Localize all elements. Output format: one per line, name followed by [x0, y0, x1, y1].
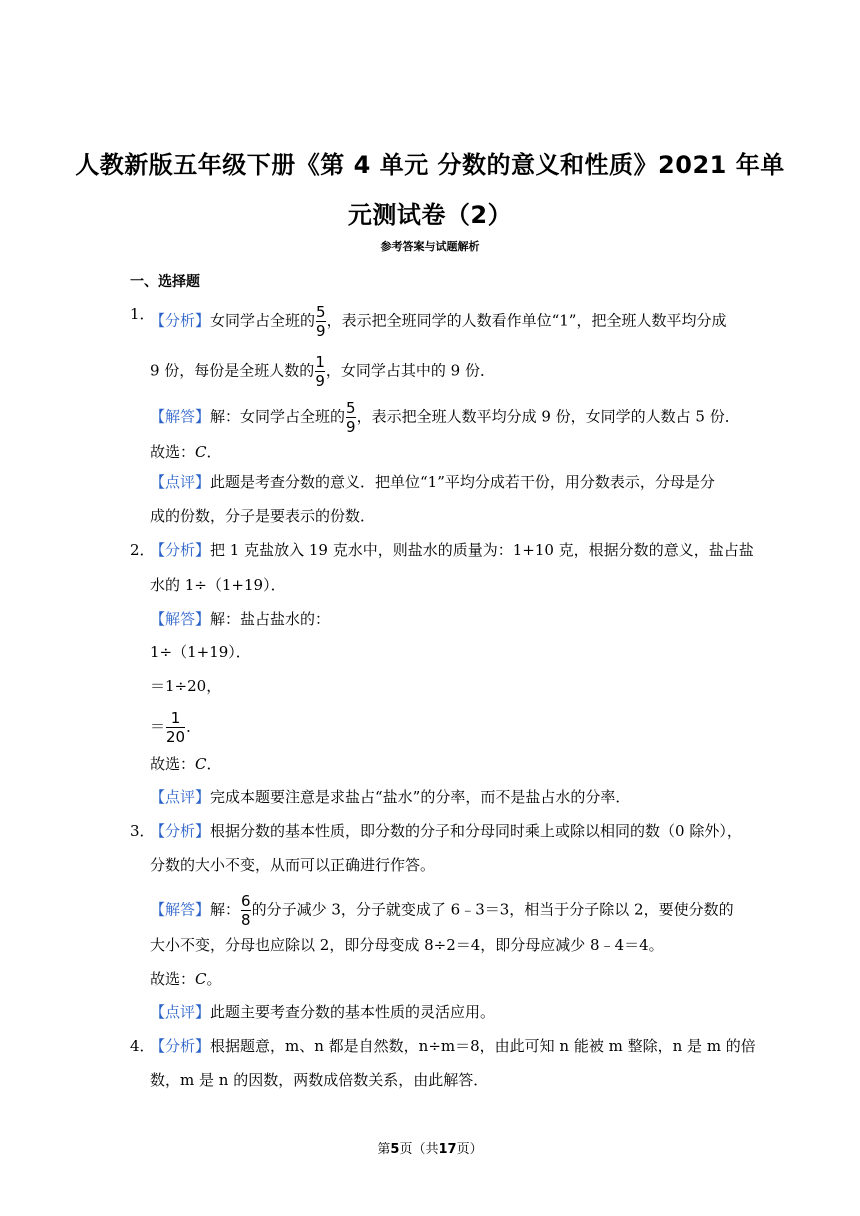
page-title-line2: 元测试卷（2） [347, 201, 513, 229]
q3-analysis-line1: 【分析】根据分数的基本性质，即分数的分子和分母同时乘上或除以相同的数（0 除外）， [150, 822, 742, 840]
q2-choice: 故选：C． [150, 755, 222, 773]
q1-analysis-line2: 9 份，每份是全班人数的 $\frac{1}{9}$ ，女同学占其中的 9 份． [150, 353, 495, 390]
fraction-6-8: $\frac{6}{8}$ [241, 892, 251, 929]
q1-solution: 【解答】解：女同学占全班的 $\frac{5}{9}$ ，表示把全班人数平均分成 9 份，女同学的人数占 5 份． [150, 399, 740, 436]
q4-analysis-line2: 数，m 是 n 的因数，两数成倍数关系，由此解答． [150, 1071, 489, 1089]
page-footer: 第5页（共17页） [377, 1142, 483, 1157]
analysis-tag: 【分析】 [150, 541, 211, 559]
q3-choice: 故选：C。 [150, 970, 222, 988]
q3-solution-line1: 【解答】解： $\frac{6}{8}$ 的分子减少 3，分子就变成了 6﹣3＝3，相当于分子除以 2，要使分数的 [150, 892, 734, 929]
solution-tag: 【解答】 [150, 900, 211, 919]
q2-analysis-line2: 水的 1÷（1+19）． [150, 576, 286, 594]
q2-solution-line1: 【解答】解：盐占盐水的： [150, 610, 331, 628]
page-subtitle: 参考答案与试题解析 [380, 240, 480, 253]
q3-number: 3． [130, 822, 155, 840]
comment-tag: 【点评】 [150, 1003, 211, 1021]
fraction-5-9: $\frac{5}{9}$ [316, 303, 326, 340]
q1-number: 1． [130, 305, 155, 323]
q2-solution-line3: ＝1÷20， [150, 677, 222, 695]
q3-comment: 【点评】此题主要考查分数的基本性质的灵活应用。 [150, 1003, 496, 1021]
fraction-1-9: $\frac{1}{9}$ [315, 353, 325, 390]
q3-analysis-line2: 分数的大小不变，从而可以正确进行作答。 [150, 856, 436, 874]
section-heading: 一、选择题 [130, 274, 200, 290]
q2-analysis-line1: 【分析】把 1 克盐放入 19 克水中，则盐水的质量为：1+10 克，根据分数的意义，盐占盐 [150, 541, 754, 559]
fraction-5-9: $\frac{5}{9}$ [346, 399, 356, 436]
q1-analysis-line1: 【分析】女同学占全班的 $\frac{5}{9}$ ，表示把全班同学的人数看作单位“1”，把全班人数平均分成 [150, 303, 727, 340]
current-page-number: 5 [390, 1142, 400, 1157]
comment-tag: 【点评】 [150, 788, 211, 806]
analysis-tag: 【分析】 [150, 311, 211, 330]
fraction-1-20: $\frac{1}{20}$ [166, 709, 186, 746]
q2-number: 2． [130, 541, 155, 559]
analysis-tag: 【分析】 [150, 822, 211, 840]
q2-solution-line2: 1÷（1+19）． [150, 643, 251, 661]
page-title-line1: 人教新版五年级下册《第 4 单元 分数的意义和性质》2021 年单 [75, 151, 785, 179]
q4-analysis-line1: 【分析】根据题意，m、n 都是自然数，n÷m＝8，由此可知 n 能被 m 整除，n 是 m 的倍 [150, 1037, 756, 1055]
comment-tag: 【点评】 [150, 473, 211, 491]
q1-choice: 故选：C． [150, 443, 222, 461]
solution-tag: 【解答】 [150, 610, 211, 628]
solution-tag: 【解答】 [150, 407, 211, 426]
analysis-tag: 【分析】 [150, 1037, 211, 1055]
total-pages: 17 [438, 1142, 457, 1157]
q4-number: 4． [130, 1037, 155, 1055]
q1-comment-line1: 【点评】此题是考查分数的意义．把单位“1”平均分成若干份，用分数表示，分母是分 [150, 473, 715, 491]
q2-comment: 【点评】完成本题要注意是求盐占“盐水”的分率，而不是盐占水的分率． [150, 788, 631, 806]
q2-solution-line4: ＝ $\frac{1}{20}$ ． [150, 709, 202, 746]
q3-solution-line2: 大小不变，分母也应除以 2，即分母变成 8÷2＝4，即分母应减少 8﹣4＝4。 [150, 936, 664, 954]
q1-comment-line2: 成的份数，分子是要表示的份数． [150, 507, 376, 525]
